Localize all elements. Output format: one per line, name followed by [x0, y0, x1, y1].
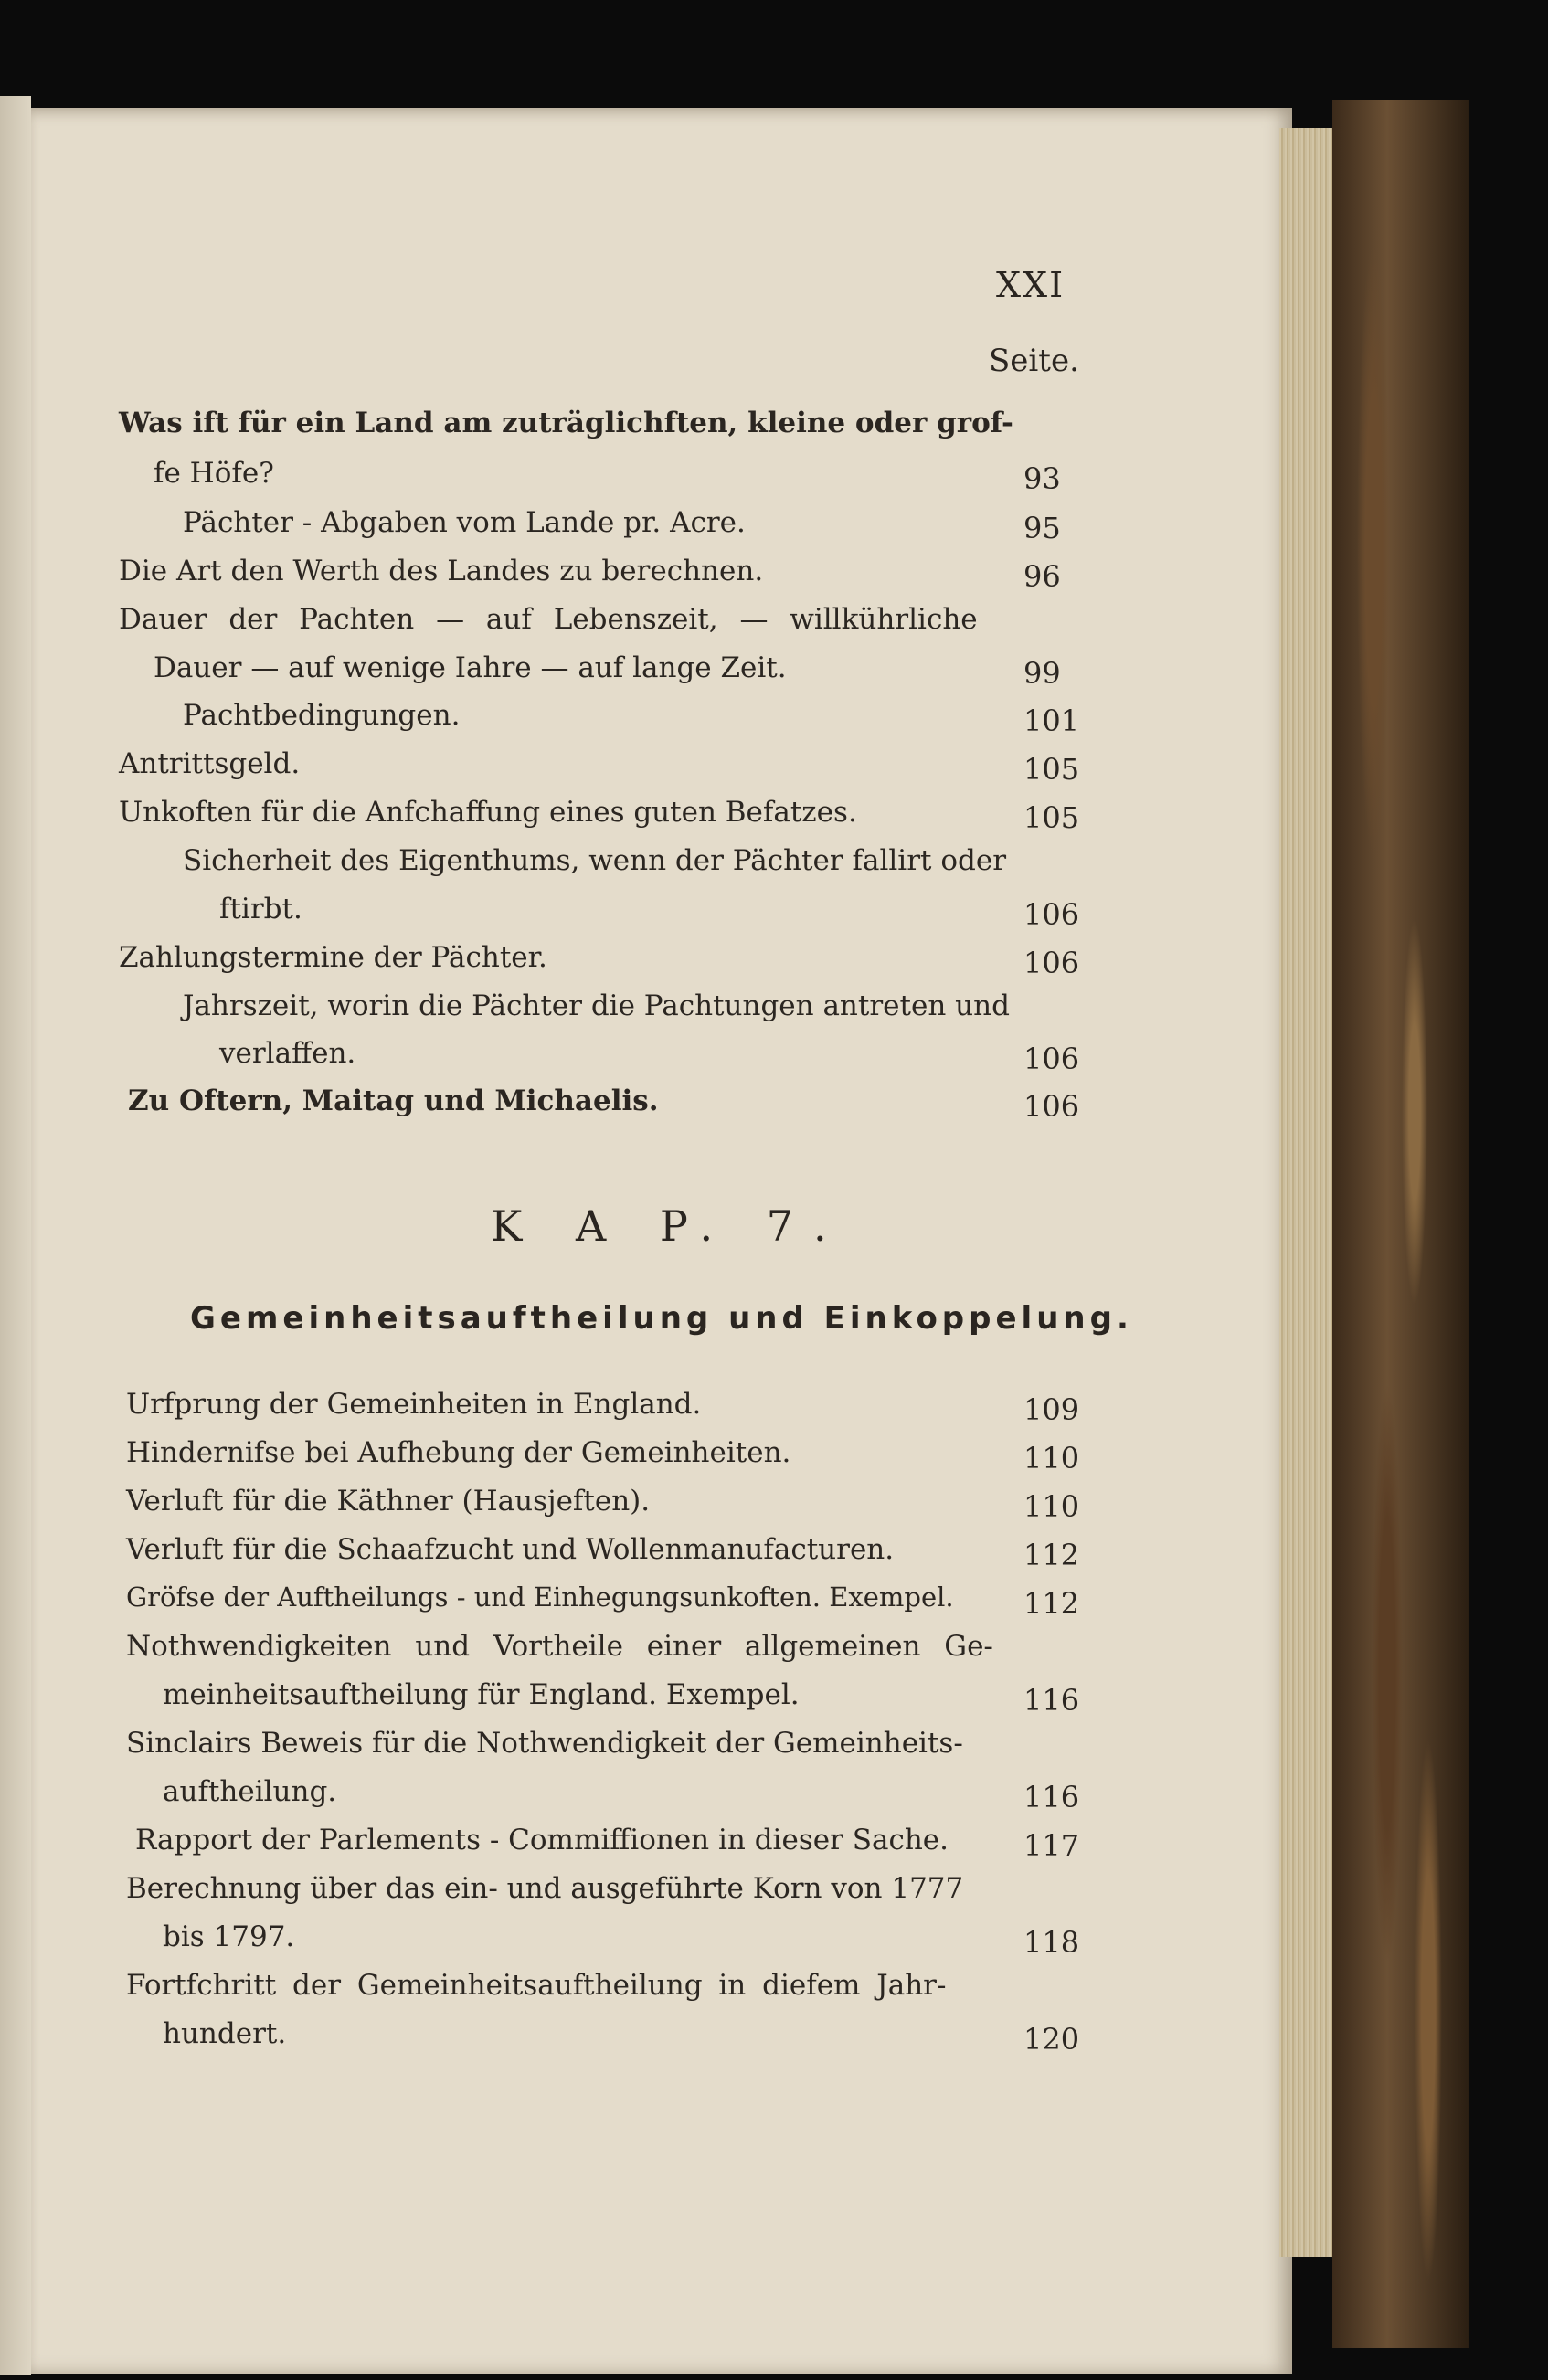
- page-edges: [1279, 128, 1332, 2257]
- toc-page: 106: [1023, 1089, 1080, 1124]
- toc-entry: meinheitsauftheilung für England. Exempel.: [163, 1678, 800, 1711]
- toc-entry: Zu Oftern, Maitag und Michaelis.: [128, 1084, 659, 1117]
- facing-page-edge: [0, 96, 31, 2375]
- toc-page: 106: [1023, 1042, 1080, 1076]
- toc-entry: ftirbt.: [219, 893, 302, 926]
- toc-page: 116: [1023, 1780, 1080, 1814]
- toc-entry: Berechnung über das ein- und ausgeführte Korn von 1777: [126, 1872, 964, 1905]
- toc-entry: Urfprung der Gemeinheiten in England.: [126, 1388, 702, 1421]
- toc-page: 109: [1023, 1392, 1080, 1427]
- toc-page: 105: [1023, 752, 1080, 787]
- toc-entry: Gröfse der Auftheilungs - und Einhegungsunkoften. Exempel.: [126, 1581, 954, 1613]
- toc-entry: Jahrszeit, worin die Pächter die Pachtungen antreten und: [183, 989, 1010, 1022]
- toc-entry: Pachtbedingungen.: [183, 699, 461, 732]
- toc-entry: fe Höfe?: [154, 457, 274, 490]
- toc-entry: Die Art den Werth des Landes zu berechnen.: [119, 555, 764, 587]
- toc-entry: Sicherheit des Eigenthums, wenn der Pächter fallirt oder: [183, 844, 1007, 877]
- toc-page: 117: [1023, 1828, 1080, 1863]
- toc-page: 120: [1023, 2022, 1080, 2057]
- chapter-heading: K A P. 7.: [491, 1201, 847, 1251]
- toc-page: 118: [1023, 1925, 1080, 1960]
- toc-entry: verlaffen.: [219, 1037, 356, 1070]
- seite-label: Seite.: [989, 343, 1079, 379]
- toc-entry: Sinclairs Beweis für die Nothwendigkeit der Gemeinheits-: [126, 1727, 963, 1760]
- toc-entry: Was ift für ein Land am zuträglichften, kleine oder grof-: [119, 407, 1013, 439]
- toc-entry: Zahlungstermine der Pächter.: [119, 941, 547, 974]
- toc-page: 96: [1023, 559, 1061, 594]
- toc-page: 112: [1023, 1538, 1080, 1572]
- toc-entry: Nothwendigkeiten und Vortheile einer allgemeinen Ge-: [126, 1630, 993, 1663]
- toc-page: 106: [1023, 946, 1080, 980]
- toc-page: 110: [1023, 1441, 1080, 1476]
- toc-entry: Rapport der Parlements - Commiffionen in dieser Sache.: [135, 1824, 949, 1856]
- toc-entry: Pächter - Abgaben vom Lande pr. Acre.: [183, 506, 746, 539]
- toc-entry: bis 1797.: [163, 1920, 295, 1953]
- toc-entry: auftheilung.: [163, 1775, 337, 1808]
- marbled-cover: [1332, 100, 1469, 2348]
- toc-page: 110: [1023, 1489, 1080, 1524]
- page-numeral: XXI: [996, 265, 1066, 305]
- toc-page: 116: [1023, 1683, 1080, 1718]
- toc-page: 101: [1023, 703, 1080, 738]
- toc-entry: hundert.: [163, 2017, 287, 2050]
- chapter-title: Gemeinheitsauftheilung und Einkoppelung.: [190, 1300, 1133, 1337]
- toc-page: 105: [1023, 800, 1080, 835]
- toc-page: 93: [1023, 461, 1061, 496]
- toc-entry: Dauer — auf wenige Iahre — auf lange Zeit.: [154, 651, 787, 684]
- toc-entry: Fortfchritt der Gemeinheitsauftheilung in diefem Jahr-: [126, 1969, 947, 2002]
- toc-page: 106: [1023, 897, 1080, 932]
- toc-entry: Unkoften für die Anfchaffung eines guten Befatzes.: [119, 796, 857, 829]
- toc-entry: Hindernifse bei Aufhebung der Gemeinheiten.: [126, 1436, 791, 1469]
- toc-entry: Verluft für die Käthner (Hausjeften).: [126, 1485, 651, 1518]
- toc-page: 99: [1023, 656, 1061, 691]
- toc-entry: Antrittsgeld.: [119, 747, 301, 780]
- toc-page: 95: [1023, 511, 1061, 545]
- toc-entry: Dauer der Pachten — auf Lebenszeit, — willkührliche: [119, 603, 978, 636]
- toc-page: 112: [1023, 1586, 1080, 1621]
- toc-entry: Verluft für die Schaafzucht und Wollenmanufacturen.: [126, 1533, 895, 1566]
